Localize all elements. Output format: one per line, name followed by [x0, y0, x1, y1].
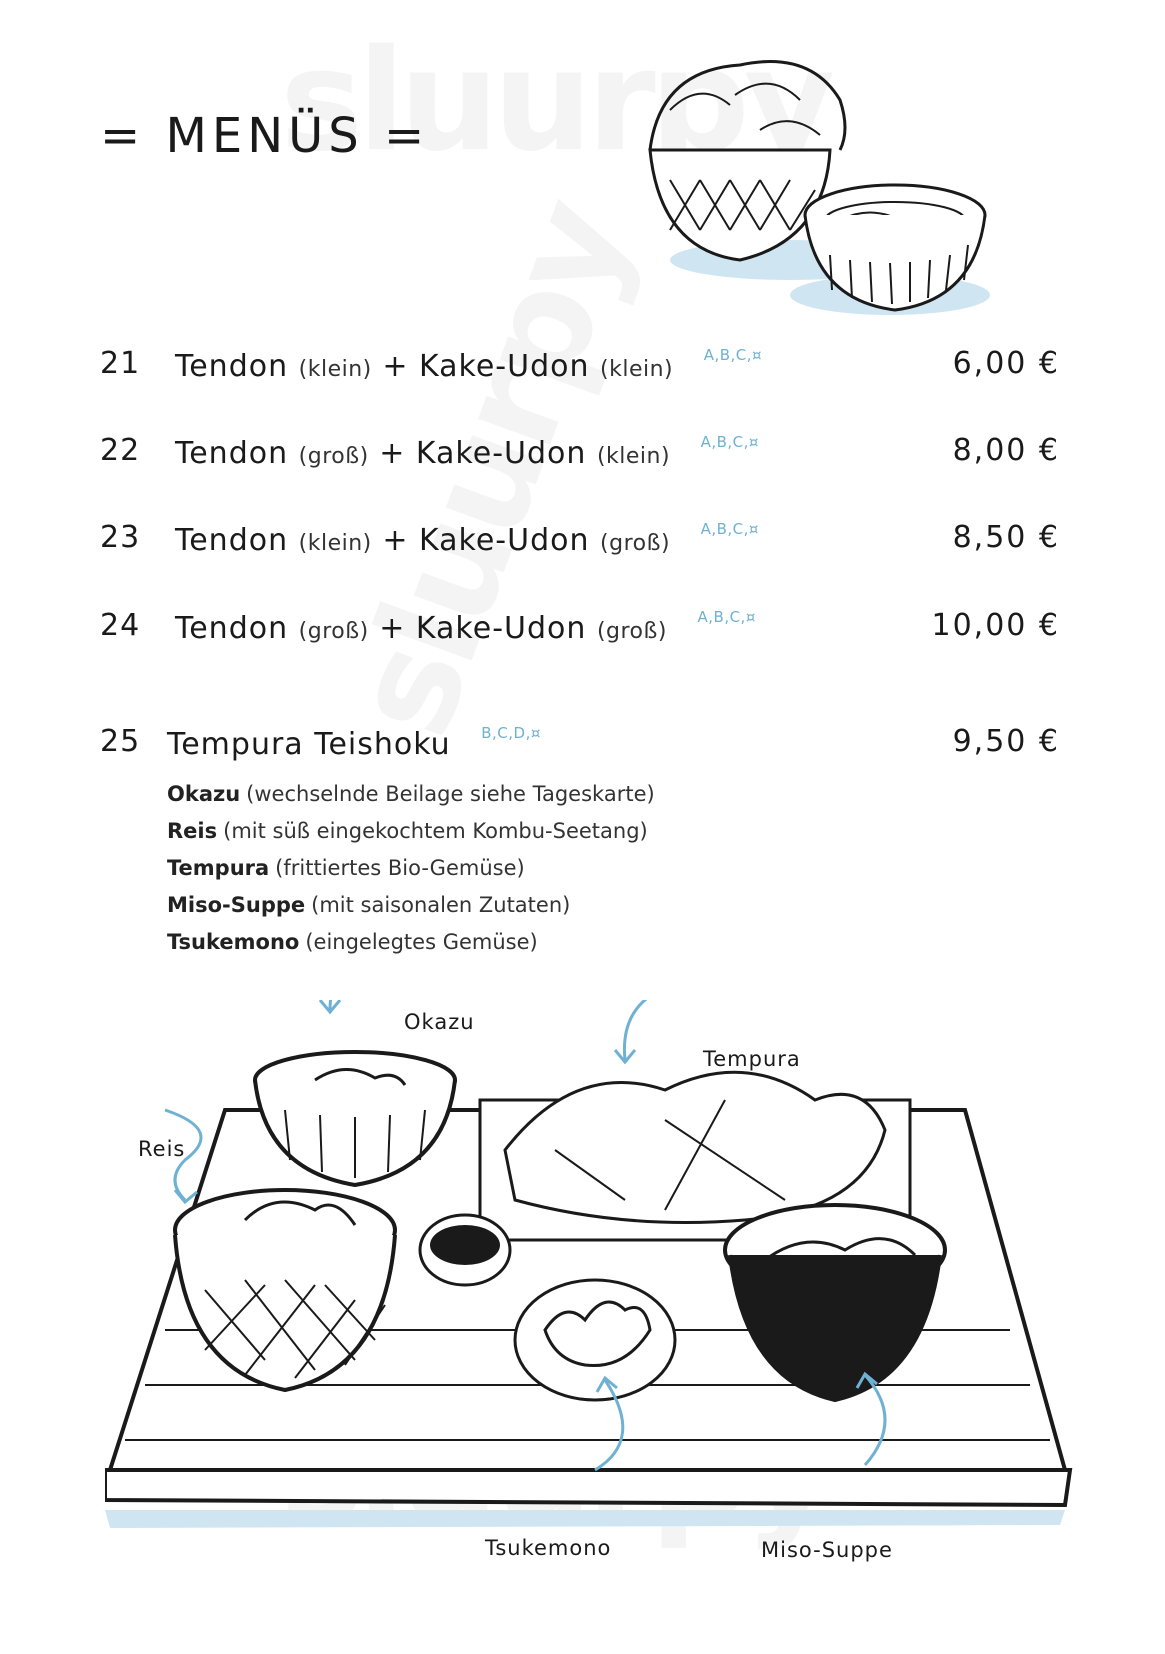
- menu-item-price: 8,50 €: [952, 520, 1060, 555]
- label-okazu: Okazu: [404, 1010, 475, 1034]
- plus-sign: +: [382, 349, 409, 384]
- component-note: (eingelegtes Gemüse): [305, 930, 538, 954]
- dish-name: Kake-Udon: [415, 611, 587, 646]
- component-name: Tempura: [167, 856, 270, 880]
- bowls-illustration: [640, 40, 1000, 330]
- menu-item-dish: [175, 520, 759, 558]
- menu-item-dish: [167, 724, 541, 762]
- menu-item-number: 23: [100, 520, 141, 555]
- allergen-codes: A,B,C,¤: [700, 520, 759, 538]
- component-line: [167, 776, 867, 813]
- allergen-codes: A,B,C,¤: [697, 608, 756, 626]
- dish-size: (groß): [596, 619, 667, 644]
- teishoku-components: [167, 776, 867, 961]
- page-title: = MENÜS =: [100, 108, 430, 164]
- component-name: Okazu: [167, 782, 241, 806]
- dish-size: (klein): [600, 357, 674, 382]
- teishoku-tray-illustration: [105, 1000, 1075, 1560]
- dish-name: Tendon: [175, 523, 289, 558]
- menu-item-21: [100, 346, 1060, 386]
- menu-item-23: [100, 520, 1060, 560]
- dish-size: (klein): [298, 531, 372, 556]
- label-tempura: Tempura: [703, 1047, 801, 1071]
- dish-name: Kake-Udon: [419, 523, 590, 558]
- component-note: (frittiertes Bio-Gemüse): [275, 856, 525, 880]
- menu-item-dish: [175, 608, 756, 646]
- dish-name: Kake-Udon: [419, 349, 590, 384]
- plus-sign: +: [379, 611, 406, 646]
- dish-name: Kake-Udon: [415, 436, 587, 471]
- menu-item-24: [100, 608, 1060, 648]
- label-miso-suppe: Miso-Suppe: [761, 1538, 893, 1562]
- menu-item-price: 9,50 €: [952, 724, 1060, 759]
- menu-item-number: 21: [100, 346, 141, 381]
- dish-size: (groß): [298, 619, 369, 644]
- menu-item-22: [100, 433, 1060, 473]
- menu-item-price: 8,00 €: [952, 433, 1060, 468]
- plus-sign: +: [379, 436, 406, 471]
- component-name: Tsukemono: [167, 930, 300, 954]
- allergen-codes: A,B,C,¤: [703, 346, 763, 364]
- label-reis: Reis: [138, 1137, 186, 1161]
- component-name: Miso-Suppe: [167, 893, 306, 917]
- dish-name: Tendon: [175, 611, 289, 646]
- component-line: [167, 850, 867, 887]
- menu-item-dish: [175, 433, 759, 471]
- dish-name: Tendon: [175, 436, 289, 471]
- allergen-codes: B,C,D,¤: [481, 724, 541, 742]
- menu-item-number: 22: [100, 433, 141, 468]
- menu-item-price: 10,00 €: [931, 608, 1060, 643]
- component-line: [167, 887, 867, 924]
- component-line: [167, 813, 867, 850]
- component-note: (wechselnde Beilage siehe Tageskarte): [246, 782, 655, 806]
- allergen-codes: A,B,C,¤: [700, 433, 759, 451]
- dish-name: Tempura Teishoku: [167, 727, 451, 762]
- menu-item-price: 6,00 €: [952, 346, 1060, 381]
- dish-name: Tendon: [175, 349, 289, 384]
- component-note: (mit süß eingekochtem Kombu-Seetang): [223, 819, 648, 843]
- dish-size: (klein): [596, 444, 671, 469]
- component-note: (mit saisonalen Zutaten): [311, 893, 571, 917]
- menu-item-number: 25: [100, 724, 141, 759]
- label-tsukemono: Tsukemono: [485, 1536, 612, 1560]
- component-line: [167, 924, 867, 961]
- menu-item-number: 24: [100, 608, 141, 643]
- dish-size: (groß): [600, 531, 671, 556]
- menu-item-dish: [175, 346, 762, 384]
- component-name: Reis: [167, 819, 218, 843]
- plus-sign: +: [382, 523, 409, 558]
- menu-item-25: [100, 724, 1060, 764]
- dish-size: (groß): [298, 444, 369, 469]
- dish-size: (klein): [298, 357, 372, 382]
